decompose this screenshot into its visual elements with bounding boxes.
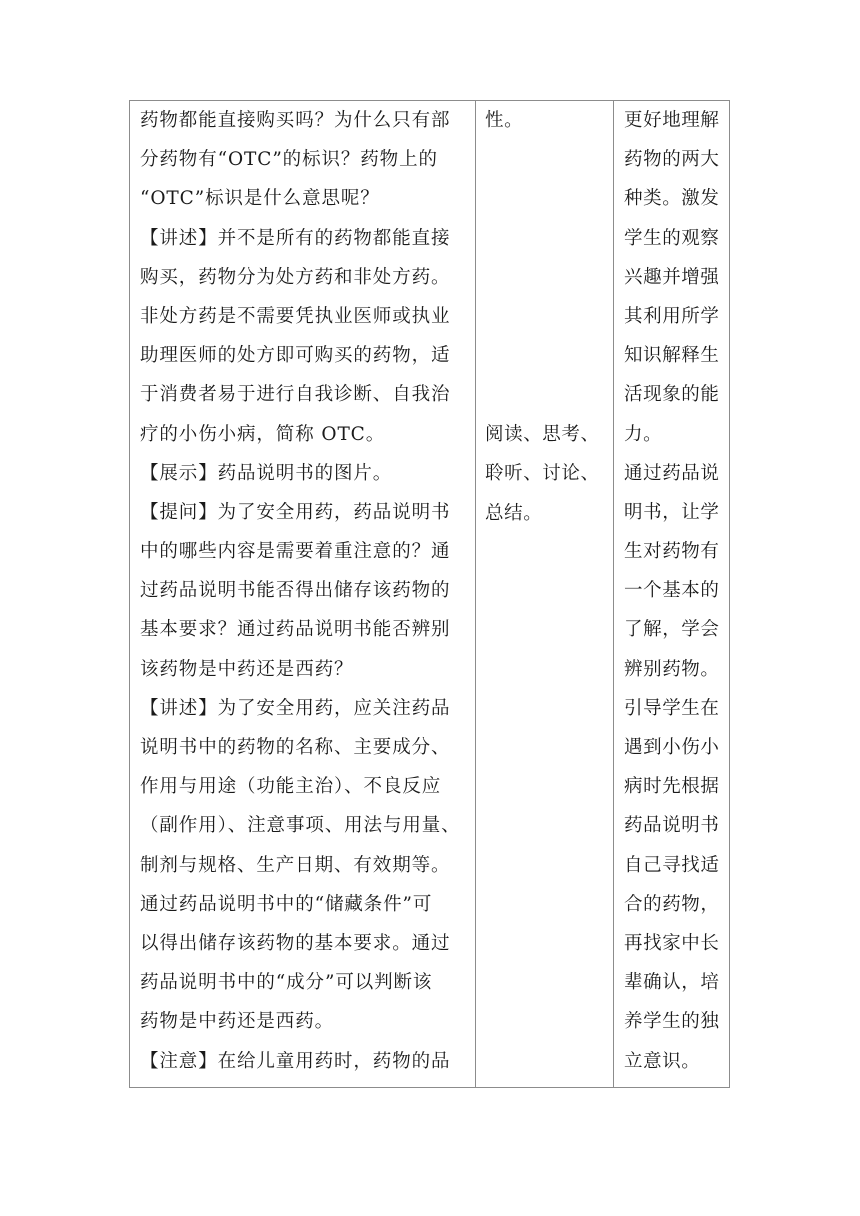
text-line: 辨别药物。 — [624, 658, 720, 680]
teacher-activity-text — [140, 101, 465, 1081]
text-line: 该药物是中药还是西药？ — [140, 658, 354, 680]
student-activity-text — [485, 415, 605, 533]
text-line: 聆听、讨论、 — [485, 463, 600, 485]
text-line: 购买，药物分为处方药和非处方药。 — [140, 266, 451, 288]
text-line: 制剂与规格、生产日期、有效期等。 — [140, 854, 451, 876]
text-line: 生对药物有 — [624, 541, 720, 563]
design-intent-text — [624, 101, 724, 1081]
teacher-activity-cell — [130, 101, 475, 1087]
cell-blank-space — [485, 140, 605, 415]
text-line: 药物是中药还是西药。 — [140, 1011, 335, 1033]
text-line: 助理医师的处方即可购买的药物，适 — [140, 345, 451, 367]
text-line: 更好地理解 — [624, 110, 720, 131]
text-line: 于消费者易于进行自我诊断、自我治 — [140, 384, 451, 406]
text-line: （副作用）、注意事项、用法与用量、 — [140, 815, 461, 837]
text-line: 养学生的独 — [624, 1011, 720, 1033]
text-line: 病时先根据 — [624, 776, 720, 798]
text-line: 活现象的能 — [624, 384, 720, 406]
text-line: 其利用所学 — [624, 305, 720, 327]
text-line: 了解，学会 — [624, 619, 720, 641]
text-line: 明书，让学 — [624, 501, 720, 523]
text-line: 药品说明书中的“成分”可以判断该 — [140, 972, 433, 994]
text-line: 引导学生在 — [624, 697, 720, 719]
student-activity-top-text: 性。 — [485, 110, 524, 131]
text-line: 种类。激发 — [624, 188, 720, 210]
text-line: 再找家中长 — [624, 932, 720, 954]
text-line: 说明书中的药物的名称、主要成分、 — [140, 737, 451, 758]
text-line: 药物都能直接购买吗？为什么只有部 — [140, 110, 451, 131]
text-line: 以得出储存该药物的基本要求。通过 — [140, 932, 451, 954]
text-line: 药物的两大 — [624, 149, 720, 171]
text-line: 力。 — [624, 423, 663, 445]
text-line: 阅读、思考、 — [485, 424, 600, 446]
text-line: 【讲述】为了安全用药，应关注药品 — [140, 697, 451, 719]
text-line: 过药品说明书能否得出储存该药物的 — [140, 580, 451, 602]
text-line: 总结。 — [485, 502, 543, 524]
text-line: 疗的小伤小病，简称 OTC。 — [140, 423, 386, 445]
text-line: 药品说明书 — [624, 815, 720, 837]
text-line: “OTC”标识是什么意思呢？ — [140, 188, 380, 210]
text-line: 【讲述】并不是所有的药物都能直接 — [140, 227, 451, 249]
text-line: 遇到小伤小 — [624, 737, 720, 758]
text-line: 【提问】为了安全用药，药品说明书 — [140, 501, 451, 523]
text-line: 知识解释生 — [624, 345, 720, 367]
text-line: 非处方药是不需要凭执业医师或执业 — [140, 305, 451, 327]
text-line: 通过药品说明书中的“储藏条件”可 — [140, 893, 433, 915]
text-line: 立意识。 — [624, 1050, 701, 1072]
text-line: 作用与用途（功能主治）、不良反应 — [140, 776, 442, 798]
text-line: 【注意】在给儿童用药时，药物的品 — [140, 1050, 451, 1072]
design-intent-cell — [614, 101, 730, 1087]
text-line: 自己寻找适 — [624, 854, 720, 876]
text-line: 【展示】药品说明书的图片。 — [140, 462, 393, 484]
text-line: 基本要求？通过药品说明书能否辨别 — [140, 619, 451, 641]
text-line: 兴趣并增强 — [624, 266, 720, 288]
text-line: 学生的观察 — [624, 227, 720, 249]
text-line: 合的药物， — [624, 893, 720, 915]
lesson-plan-table — [129, 100, 730, 1088]
text-line: 辈确认，培 — [624, 972, 720, 994]
text-line: 一个基本的 — [624, 580, 720, 602]
text-line: 通过药品说 — [624, 462, 720, 484]
text-line: 中的哪些内容是需要着重注意的？通 — [140, 541, 451, 563]
student-activity-cell — [476, 101, 613, 1087]
text-line: 分药物有“OTC”的标识？药物上的 — [140, 149, 438, 171]
